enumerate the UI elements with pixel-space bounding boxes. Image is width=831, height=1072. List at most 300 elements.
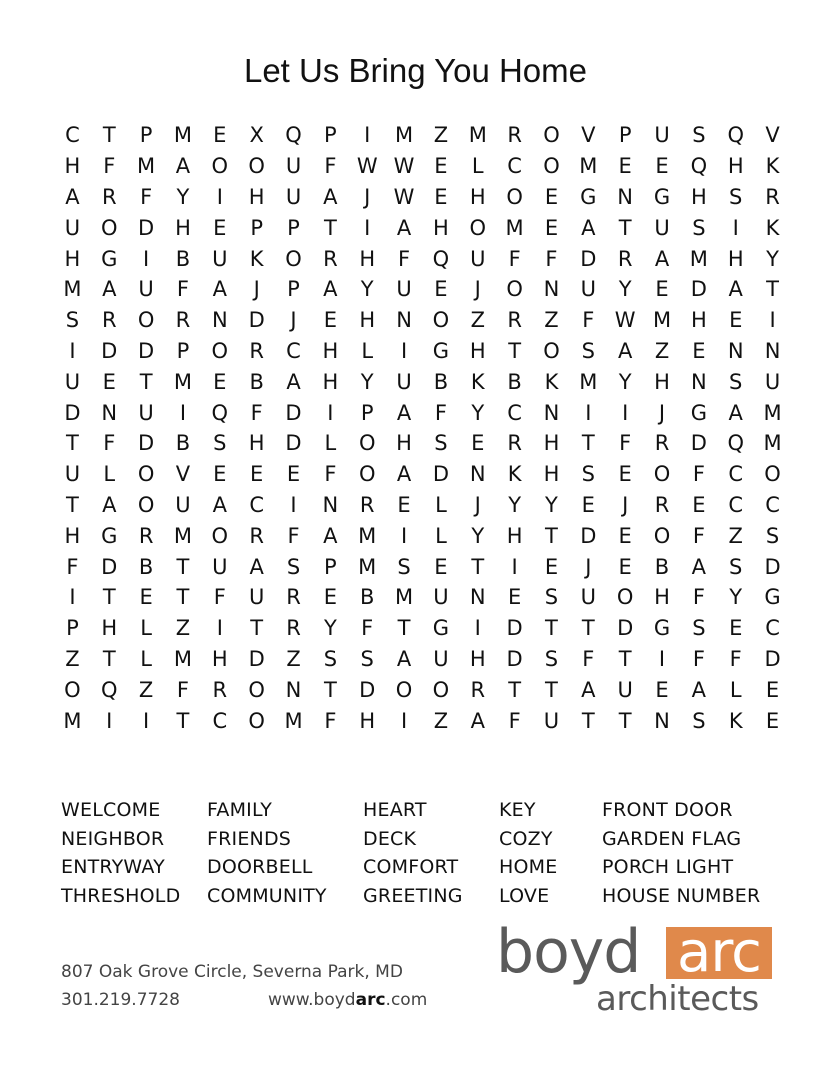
grid-letter: N (469, 462, 486, 487)
grid-letter: Y (618, 369, 632, 394)
word-item: COZY (499, 827, 553, 850)
grid-letter: P (360, 400, 374, 425)
grid-letter: Z (286, 646, 301, 671)
grid-letter: Q (690, 154, 708, 179)
grid-letter: E (544, 215, 559, 240)
grid-letter: P (139, 123, 153, 148)
grid-letter: Z (728, 523, 743, 548)
grid-letter: F (692, 462, 705, 487)
grid-letter: D (285, 431, 302, 456)
grid-letter: S (692, 616, 706, 641)
grid-letter: H (543, 431, 560, 456)
grid-letter: S (692, 708, 706, 733)
grid-letter: D (580, 523, 597, 548)
grid-letter: H (175, 215, 191, 240)
grid-letter: P (618, 123, 632, 148)
grid-letter: F (692, 646, 705, 671)
grid-letter: U (396, 369, 412, 394)
grid-letter: S (360, 646, 374, 671)
grid-letter: T (618, 708, 632, 733)
grid-letter: W (614, 308, 636, 333)
grid-letter: T (581, 431, 595, 456)
grid-letter: H (211, 646, 228, 671)
grid-letter: S (213, 431, 227, 456)
grid-letter: H (690, 308, 707, 333)
grid-letter: H (359, 708, 376, 733)
grid-letter: S (729, 369, 743, 394)
grid-letter: Z (433, 123, 449, 148)
word-column (499, 796, 557, 910)
grid-letter: O (764, 462, 781, 487)
grid-letter: B (175, 246, 191, 271)
grid-letter: N (396, 308, 412, 333)
grid-letter: E (655, 677, 669, 702)
grid-letter: R (212, 677, 228, 702)
grid-letter: A (323, 523, 338, 548)
grid-letter: E (581, 492, 595, 517)
grid-letter: S (65, 308, 80, 333)
grid-letter: D (764, 554, 781, 579)
grid-letter: U (212, 246, 228, 271)
grid-letter: S (581, 462, 595, 487)
grid-letter: D (690, 277, 707, 302)
grid-letter: W (393, 184, 415, 209)
grid-letter: E (729, 308, 743, 333)
grid-letter: E (102, 369, 116, 394)
word-column (207, 796, 327, 910)
grid-letter: U (64, 369, 81, 394)
grid-letter: A (396, 400, 412, 425)
grid-letter: E (618, 462, 632, 487)
word-column (363, 796, 463, 910)
grid-letter: K (507, 462, 522, 487)
grid-letter: R (323, 246, 338, 271)
grid-letter: K (249, 246, 264, 271)
grid-letter: M (763, 400, 782, 425)
grid-letter: U (654, 123, 670, 148)
grid-letter: E (213, 369, 227, 394)
grid-letter: T (545, 616, 558, 641)
grid-letter: J (585, 554, 592, 579)
grid-letter: H (543, 462, 560, 487)
grid-letter: E (286, 462, 301, 487)
grid-letter: Q (727, 123, 744, 148)
grid-letter: F (287, 523, 300, 548)
grid-letter: E (471, 431, 485, 456)
word-item: PORCH LIGHT (602, 856, 734, 878)
word-item: WELCOME (61, 799, 161, 821)
grid-letter: H (64, 523, 81, 548)
grid-letter: G (653, 616, 671, 641)
grid-letter: F (692, 585, 705, 610)
grid-letter: U (138, 400, 154, 425)
grid-letter: A (470, 708, 485, 733)
grid-letter: E (765, 708, 780, 733)
grid-letter: H (727, 246, 744, 271)
grid-letter: T (250, 616, 264, 641)
grid-letter: U (580, 277, 596, 302)
grid-letter: E (434, 184, 448, 209)
grid-letter: G (653, 184, 671, 209)
grid-letter: T (545, 523, 558, 548)
grid-letter: D (359, 677, 376, 702)
grid-letter: K (765, 154, 780, 179)
grid-letter: F (213, 585, 226, 610)
grid-letter: T (102, 646, 116, 671)
grid-letter: D (248, 308, 265, 333)
grid-letter: U (433, 646, 449, 671)
grid-letter: H (433, 215, 449, 240)
grid-letter: I (364, 123, 371, 148)
grid-letter: F (582, 308, 595, 333)
word-list (61, 796, 801, 912)
word-item: FRIENDS (207, 827, 292, 850)
grid-letter: C (765, 492, 780, 517)
grid-letter: F (176, 277, 190, 302)
grid-letter: E (692, 338, 706, 363)
grid-letter: C (212, 708, 228, 733)
word-item: KEY (499, 799, 536, 821)
grid-letter: T (66, 431, 79, 456)
grid-letter: A (654, 246, 670, 271)
grid-letter: A (728, 277, 743, 302)
grid-letter: U (470, 246, 486, 271)
grid-letter: Y (471, 523, 485, 548)
grid-letter: M (173, 369, 193, 394)
grid-letter: O (543, 123, 560, 148)
grid-letter: M (63, 277, 82, 302)
grid-letter: Z (175, 616, 191, 641)
grid-letter: P (287, 277, 300, 302)
grid-letter: E (544, 184, 559, 209)
word-item: HEART (363, 799, 427, 821)
grid-letter: C (507, 400, 522, 425)
logo-boyd-text: boyd (496, 917, 641, 987)
grid-letter: E (618, 154, 632, 179)
grid-letter: O (358, 462, 376, 487)
grid-letter: Y (618, 277, 632, 302)
website-link[interactable] (268, 990, 427, 1010)
boydarc-logo (496, 917, 778, 1022)
grid-letter: H (690, 184, 707, 209)
grid-letter: D (138, 338, 155, 363)
grid-letter: L (140, 616, 152, 641)
grid-letter: H (654, 369, 670, 394)
grid-letter: T (766, 277, 779, 302)
grid-letter: G (101, 523, 118, 548)
grid-letter: O (248, 708, 265, 733)
grid-letter: G (101, 246, 118, 271)
grid-letter: F (545, 246, 558, 271)
grid-letter: U (138, 277, 154, 302)
grid-letter: M (173, 646, 193, 671)
grid-letter: Z (433, 708, 449, 733)
grid-letter: O (101, 215, 118, 240)
grid-letter: I (511, 554, 518, 579)
grid-letter: U (64, 215, 81, 240)
grid-letter: F (324, 462, 337, 487)
grid-letter: O (211, 338, 229, 363)
grid-letter: U (212, 554, 228, 579)
grid-letter: J (622, 492, 629, 517)
grid-letter: Y (545, 492, 558, 517)
grid-letter: M (358, 554, 377, 579)
grid-letter: L (729, 677, 742, 702)
grid-letter: U (396, 277, 412, 302)
grid-letter: Q (432, 246, 450, 271)
grid-letter: N (101, 400, 118, 425)
grid-letter: G (690, 400, 707, 425)
grid-letter: M (468, 123, 487, 148)
grid-letter: U (285, 184, 302, 209)
grid-letter: O (653, 462, 671, 487)
grid-letter: O (432, 308, 450, 333)
grid-letter: J (658, 400, 666, 425)
grid-letter: C (249, 492, 264, 517)
grid-letter: S (729, 554, 743, 579)
grid-letter: A (396, 462, 412, 487)
grid-letter: A (396, 646, 412, 671)
grid-letter: U (580, 585, 596, 610)
grid-letter: A (65, 184, 80, 209)
website-bold: arc (355, 990, 386, 1010)
grid-letter: O (285, 246, 302, 271)
word-item: HOME (499, 856, 558, 878)
grid-letter: F (324, 154, 337, 179)
grid-letter: A (175, 154, 191, 179)
grid-letter: O (211, 523, 229, 548)
grid-letter: X (249, 123, 264, 148)
grid-letter: S (286, 554, 301, 579)
grid-letter: H (248, 431, 265, 456)
grid-letter: M (689, 246, 708, 271)
grid-letter: W (356, 154, 378, 179)
grid-letter: M (173, 523, 193, 548)
grid-letter: Y (323, 616, 337, 641)
grid-letter: I (106, 708, 113, 733)
grid-letter: L (361, 338, 374, 363)
grid-letter: T (545, 677, 558, 702)
grid-letter: S (581, 338, 595, 363)
word-item: HOUSE NUMBER (602, 884, 761, 907)
grid-letter: M (284, 708, 303, 733)
grid-letter: I (216, 616, 223, 641)
grid-letter: E (139, 585, 153, 610)
grid-letter: D (138, 431, 155, 456)
grid-letter: I (327, 400, 334, 425)
grid-letter: I (622, 400, 629, 425)
website-prefix: www.boyd (268, 990, 356, 1010)
grid-letter: E (692, 492, 706, 517)
grid-letter: T (139, 369, 153, 394)
grid-letter: Q (285, 123, 302, 148)
grid-letter: E (729, 616, 743, 641)
grid-letter: S (692, 123, 706, 148)
grid-letter: N (543, 400, 560, 425)
grid-letter: T (102, 585, 116, 610)
grid-letter: T (176, 554, 190, 579)
grid-letter: B (433, 369, 449, 394)
grid-letter: B (175, 431, 191, 456)
grid-letter: U (64, 462, 81, 487)
grid-letter: U (654, 215, 670, 240)
grid-letter: T (66, 492, 79, 517)
grid-letter: B (507, 369, 522, 394)
grid-letter: O (211, 154, 229, 179)
grid-letter: E (213, 462, 227, 487)
grid-letter: H (727, 154, 744, 179)
grid-letter: N (322, 492, 339, 517)
grid-letter: U (433, 585, 449, 610)
grid-letter: S (729, 184, 743, 209)
grid-letter: G (764, 585, 781, 610)
grid-letter: P (287, 215, 300, 240)
grid-letter: F (66, 554, 79, 579)
grid-letter: R (507, 431, 522, 456)
grid-letter: K (728, 708, 743, 733)
grid-letter: M (395, 123, 414, 148)
grid-letter: G (432, 616, 450, 641)
grid-letter: O (506, 277, 523, 302)
grid-letter: O (506, 184, 523, 209)
grid-letter: H (469, 646, 486, 671)
grid-letter: L (324, 431, 337, 456)
word-item: DOORBELL (207, 856, 313, 878)
grid-letter: V (175, 462, 191, 487)
grid-letter: E (434, 277, 448, 302)
grid-letter: U (543, 708, 560, 733)
grid-letter: Y (176, 184, 190, 209)
grid-letter: K (470, 369, 485, 394)
grid-letter: J (290, 308, 297, 333)
grid-letter: Y (508, 492, 522, 517)
grid-letter: T (176, 585, 190, 610)
grid-letter: S (692, 215, 706, 240)
grid-letter: J (474, 277, 481, 302)
grid-letter: I (143, 246, 150, 271)
grid-letter: D (248, 646, 265, 671)
grid-letter: F (140, 184, 153, 209)
grid-letter: J (253, 277, 260, 302)
grid-letter: M (358, 523, 377, 548)
grid-letter: D (101, 554, 118, 579)
grid-letter: O (137, 492, 155, 517)
grid-letter: I (290, 492, 297, 517)
grid-letter: R (286, 585, 301, 610)
grid-letter: E (323, 308, 337, 333)
word-item: COMMUNITY (207, 884, 327, 907)
grid-letter: H (64, 246, 81, 271)
grid-letter: S (323, 646, 338, 671)
grid-letter: F (324, 708, 337, 733)
grid-letter: H (101, 616, 118, 641)
grid-letter: S (765, 523, 780, 548)
grid-letter: P (66, 616, 79, 641)
word-item: COMFORT (363, 856, 459, 878)
grid-letter: O (358, 431, 376, 456)
grid-letter: M (395, 585, 414, 610)
grid-letter: I (364, 215, 371, 240)
grid-letter: H (359, 308, 376, 333)
grid-letter: I (216, 184, 223, 209)
grid-letter: E (213, 123, 227, 148)
grid-letter: A (212, 492, 227, 517)
grid-letter: N (211, 308, 228, 333)
grid-letter: M (579, 154, 598, 179)
grid-letter: A (617, 338, 633, 363)
grid-letter: I (69, 585, 76, 610)
grid-letter: V (765, 123, 780, 148)
grid-letter: R (286, 616, 301, 641)
grid-letter: T (323, 677, 337, 702)
grid-letter: R (359, 492, 375, 517)
grid-letter: E (655, 277, 669, 302)
grid-letter: K (544, 369, 559, 394)
grid-letter: N (654, 708, 670, 733)
grid-letter: C (65, 123, 80, 148)
grid-letter: K (765, 215, 780, 240)
grid-letter: Y (360, 277, 374, 302)
grid-letter: B (249, 369, 264, 394)
word-item: FAMILY (207, 799, 273, 821)
grid-letter: I (769, 308, 776, 333)
website-suffix: .com (385, 990, 428, 1010)
grid-letter: O (64, 677, 81, 702)
grid-letter: J (364, 184, 371, 209)
grid-letter: L (103, 462, 116, 487)
grid-letter: O (395, 677, 413, 702)
grid-letter: T (508, 677, 522, 702)
grid-letter: T (323, 215, 337, 240)
grid-letter: F (619, 431, 632, 456)
word-item: LOVE (499, 884, 550, 907)
grid-letter: G (432, 338, 450, 363)
grid-letter: F (398, 246, 411, 271)
grid-letter: E (765, 677, 780, 702)
grid-letter: M (763, 431, 782, 456)
grid-letter: F (176, 677, 190, 702)
grid-letter: E (250, 462, 264, 487)
grid-letter: A (102, 492, 117, 517)
grid-letter: T (581, 708, 595, 733)
grid-letter: L (435, 492, 447, 517)
grid-letter: U (617, 677, 633, 702)
grid-letter: P (324, 554, 337, 579)
grid-letter: F (508, 708, 521, 733)
grid-letter: A (691, 677, 707, 702)
grid-letter: H (64, 154, 81, 179)
grid-letter: B (360, 585, 375, 610)
grid-letter: A (581, 215, 596, 240)
grid-letter: Q (211, 400, 229, 425)
grid-letter: T (397, 616, 411, 641)
grid-letter: D (617, 616, 634, 641)
grid-letter: A (249, 554, 264, 579)
grid-letter: I (732, 215, 739, 240)
grid-letter: E (655, 154, 669, 179)
grid-letter: A (212, 277, 227, 302)
grid-letter: I (400, 708, 408, 733)
grid-letter: A (323, 277, 338, 302)
grid-letter: Y (729, 585, 743, 610)
grid-letter: R (138, 523, 154, 548)
word-item: GREETING (363, 884, 463, 907)
grid-letter: O (616, 585, 634, 610)
grid-letter: J (474, 492, 481, 517)
grid-letter: O (137, 308, 155, 333)
grid-letter: N (469, 585, 486, 610)
grid-letter: E (213, 215, 227, 240)
